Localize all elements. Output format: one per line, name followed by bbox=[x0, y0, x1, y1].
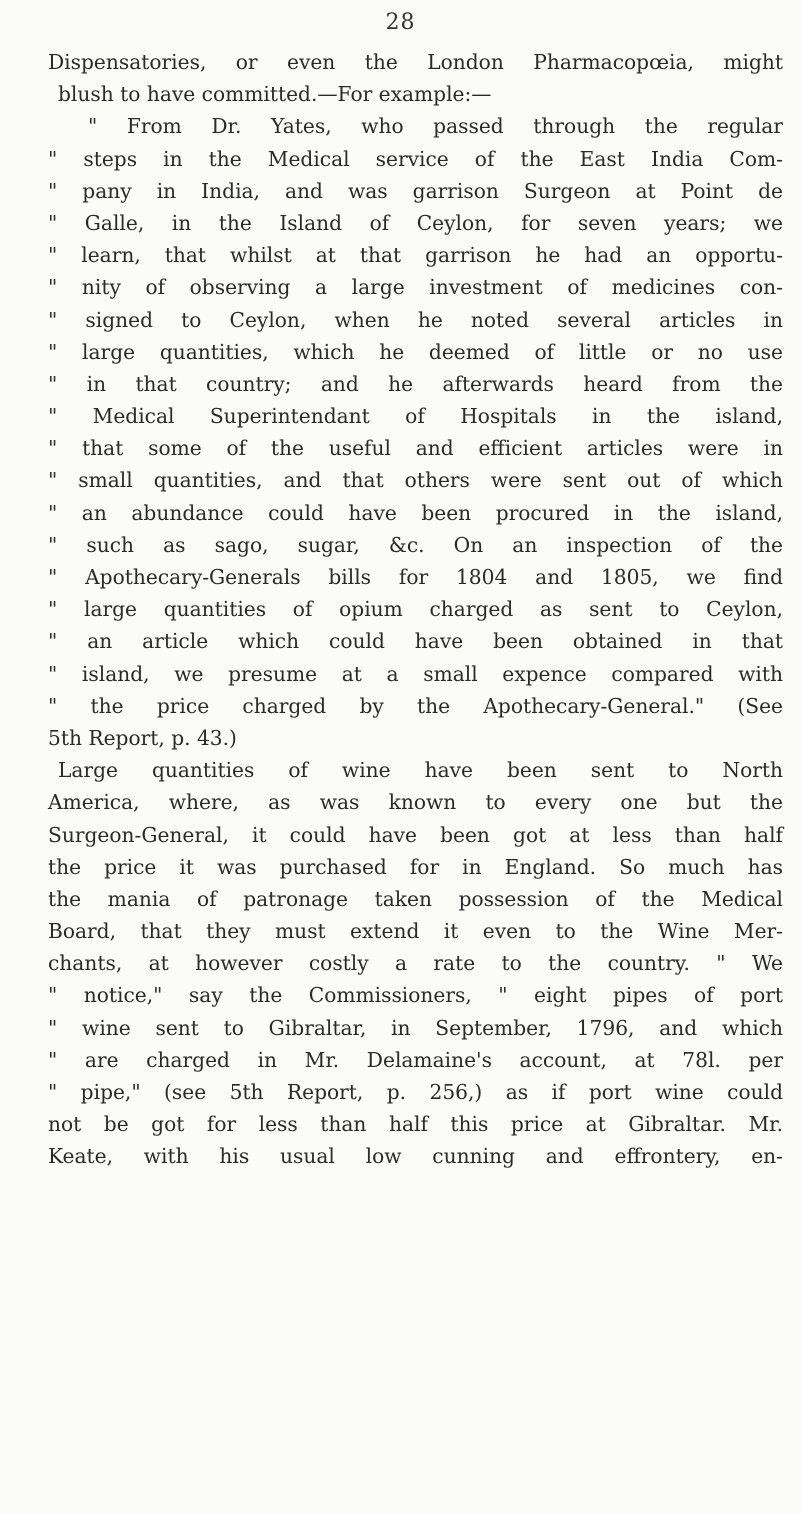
text-line: " steps in the Medical service of the East India Com- bbox=[48, 146, 783, 171]
text-line: " small quantities, and that others were sent out of which bbox=[48, 468, 783, 493]
text-line: 5th Report, p. 43.) bbox=[48, 725, 237, 750]
text-line: " Apothecary-Generals bills for 1804 and 1805, we find bbox=[48, 565, 783, 589]
text-line: " signed to Ceylon, when he noted several articles in bbox=[48, 307, 783, 332]
text-line: " nity of observing a large investment of medicines con- bbox=[48, 275, 783, 300]
text-line: " Galle, in the Island of Ceylon, for seven years; we bbox=[48, 210, 783, 235]
text-line: Keate, with his usual low cunning and effrontery, en- bbox=[48, 1144, 783, 1169]
text-line: " From Dr. Yates, who passed through the regular bbox=[88, 114, 783, 139]
text-line: " are charged in Mr. Delamaine's account, at 78l. per bbox=[48, 1047, 783, 1072]
text-line: Surgeon-General, it could have been got at less than half bbox=[48, 822, 783, 847]
text-line: " that some of the useful and efficient articles were in bbox=[48, 436, 783, 461]
text-line: " the price charged by the Apothecary-General." (See bbox=[48, 693, 783, 718]
text-line: " an article which could have been obtained in that bbox=[48, 629, 783, 654]
text-line: " island, we presume at a small expence compared with bbox=[48, 661, 783, 686]
text-line: " such as sago, sugar, &c. On an inspection of the bbox=[48, 532, 783, 557]
text-line: the mania of patronage taken possession of the Medical bbox=[48, 886, 783, 911]
text-line: " learn, that whilst at that garrison he had an opportu- bbox=[48, 243, 783, 268]
text-line: " Medical Superintendant of Hospitals in the island, bbox=[48, 404, 783, 429]
text-line: not be got for less than half this price at Gibraltar. Mr. bbox=[48, 1112, 783, 1137]
text-line: " pany in India, and was garrison Surgeon at Point de bbox=[48, 178, 783, 203]
text-line: " large quantities, which he deemed of little or no use bbox=[48, 339, 783, 364]
text-line: America, where, as was known to every one but the bbox=[48, 790, 783, 815]
text-line: " large quantities of opium charged as sent to Ceylon, bbox=[48, 597, 783, 622]
text-line: " pipe," (see 5th Report, p. 256,) as if port wine could bbox=[48, 1080, 783, 1104]
body-text bbox=[48, 46, 783, 1173]
text-line: chants, at however costly a rate to the country. " We bbox=[48, 951, 783, 976]
text-line: " notice," say the Commissioners, " eight pipes of port bbox=[48, 983, 783, 1008]
text-line: " an abundance could have been procured in the island, bbox=[48, 500, 783, 525]
text-line: the price it was purchased for in England. So much has bbox=[48, 854, 783, 879]
text-line: " wine sent to Gibraltar, in September, 1796, and which bbox=[48, 1015, 783, 1040]
text-line: blush to have committed.—For example:— bbox=[58, 82, 492, 107]
text-line: Board, that they must extend it even to the Wine Mer- bbox=[48, 919, 783, 944]
page-number: 28 bbox=[385, 10, 416, 35]
text-line: Large quantities of wine have been sent to North bbox=[58, 758, 783, 783]
text-line: " in that country; and he afterwards heard from the bbox=[48, 371, 783, 396]
text-line: Dispensatories, or even the London Pharmacopœia, might bbox=[48, 50, 783, 74]
